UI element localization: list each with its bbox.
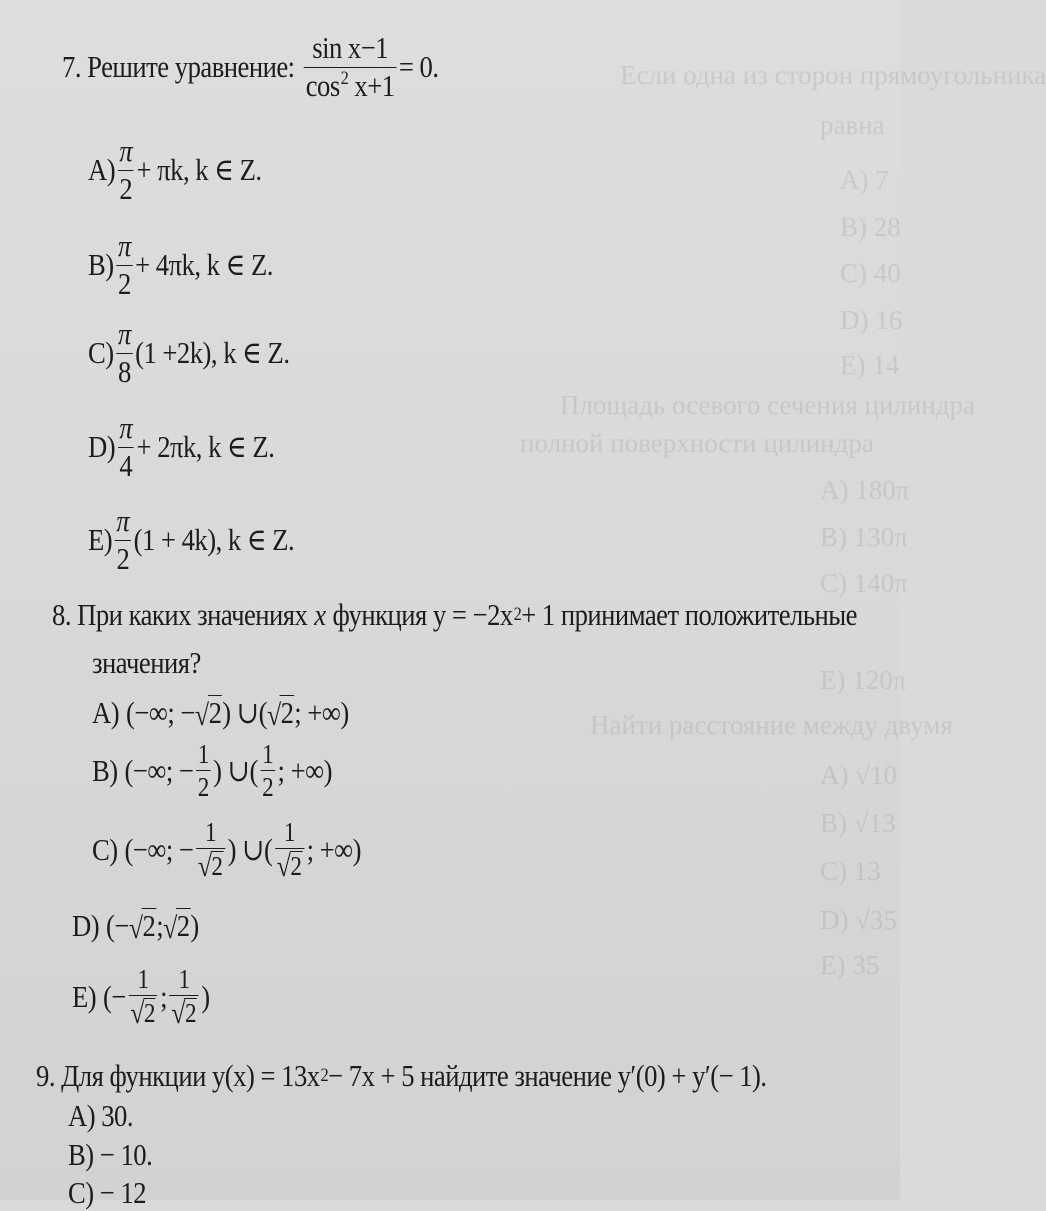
- question-9-label: 9. Для функции y(x) = 13x: [36, 1058, 320, 1093]
- option-text: ; +∞): [294, 695, 349, 730]
- option-text: ): [201, 979, 210, 1015]
- bleed-through-text: E) 35: [820, 950, 880, 980]
- q8-option-c: [92, 818, 361, 882]
- q9-option-a: [68, 1098, 133, 1134]
- bleed-through-text: B) 28: [840, 212, 901, 242]
- question-7-heading: [62, 32, 438, 102]
- bleed-through-text: Найти расстояние между двумя: [590, 710, 953, 740]
- frac-num: 1: [205, 817, 217, 847]
- radicand: 2: [184, 998, 197, 1029]
- frac-num: π: [119, 410, 133, 445]
- option-text: ;: [156, 908, 164, 943]
- option-text: ) ∪(: [227, 832, 273, 868]
- option-fraction: [128, 965, 157, 1029]
- frac-den: √ 2: [170, 995, 199, 1029]
- frac-num: π: [117, 228, 131, 263]
- bleed-through-text: A) 7: [840, 165, 889, 195]
- option-text: (1 +2k), k ∈ Z.: [135, 335, 290, 371]
- frac-den: √ 2: [275, 848, 304, 882]
- bleed-through-text: D) 16: [840, 305, 903, 335]
- option-fraction: [260, 740, 275, 802]
- option-text: (−∞; −: [125, 695, 195, 730]
- variable-x: x: [314, 597, 326, 632]
- frac-num: 1: [283, 817, 296, 847]
- bleed-through-text: E) 120π: [820, 665, 907, 695]
- bleed-through-text: C) 40: [840, 258, 901, 288]
- den-exponent: 2: [340, 68, 349, 90]
- option-text: B) − 10.: [68, 1137, 153, 1172]
- frac-num: 1: [197, 739, 209, 769]
- sqrt: √ 2: [266, 695, 294, 732]
- option-fraction: [196, 740, 211, 802]
- option-text: C) − 12: [68, 1175, 147, 1210]
- q7-option-a: [88, 135, 262, 205]
- radicand: 2: [176, 908, 190, 944]
- sqrt: √ 2: [128, 908, 156, 945]
- option-fraction: [116, 318, 132, 388]
- frac-den: 2: [119, 170, 133, 206]
- frac-num: π: [117, 316, 131, 351]
- q7-option-c: [88, 318, 289, 388]
- radicand: 2: [211, 851, 223, 882]
- question-7-equation-fraction: [304, 32, 396, 102]
- option-text: ) ∪(: [222, 695, 267, 730]
- question-9-text: − 7x + 5 найдите значение y′(0) + y′(− 1).: [328, 1058, 767, 1093]
- sqrt: √ 2: [194, 695, 222, 732]
- option-text: ): [190, 908, 199, 943]
- q7-option-b: [88, 230, 273, 300]
- option-fraction: [116, 230, 132, 300]
- option-fraction: [170, 965, 199, 1029]
- q7-option-e: [88, 505, 294, 575]
- bleed-through-text: Площадь осевого сечения цилиндра: [560, 390, 975, 420]
- option-text: ) ∪(: [213, 752, 258, 788]
- frac-den: 2: [197, 772, 209, 803]
- bleed-through-text: A) √10: [820, 760, 898, 790]
- option-letter: A): [92, 695, 120, 730]
- question-8-line-2: [92, 645, 201, 681]
- question-7-label: 7. Решите уравнение:: [62, 49, 295, 85]
- frac-den: √ 2: [128, 995, 157, 1029]
- den-cos: cos: [305, 67, 340, 103]
- bleed-through-text: C) 13: [820, 856, 881, 886]
- radicand: 2: [290, 851, 302, 882]
- frac-den: 2: [262, 772, 274, 803]
- q8-option-b: [92, 740, 332, 802]
- frac-den: √ 2: [196, 848, 225, 882]
- q7-option-d: [88, 412, 274, 482]
- frac-den: 8: [117, 353, 131, 389]
- option-text: + πk, k ∈ Z.: [136, 152, 262, 188]
- option-text: (−: [103, 979, 126, 1015]
- radicand: 2: [142, 908, 156, 944]
- frac-num: π: [116, 503, 130, 538]
- question-8-heading: 8. При каких значениях x функция y = −2x 2 + 1 принимает положительные: [52, 597, 857, 632]
- radicand: 2: [208, 695, 222, 731]
- radicand: 2: [280, 695, 294, 731]
- option-text: (−: [105, 908, 129, 943]
- bleed-through-text: равна: [820, 110, 885, 140]
- question-9-heading: 9. Для функции y(x) = 13x 2 − 7x + 5 найдите значение y′(0) + y′(− 1).: [36, 1058, 767, 1093]
- option-fraction: [275, 818, 304, 882]
- frac-den: 2: [117, 265, 131, 301]
- question-8-label: 8. При каких значениях: [52, 597, 308, 632]
- bleed-through-text: D) √35: [820, 905, 898, 935]
- option-letter: A): [88, 152, 116, 188]
- equation-denominator: [304, 67, 396, 103]
- bleed-through-text: Если одна из сторон прямоугольника: [620, 60, 1046, 90]
- sqrt: √ 2: [163, 908, 190, 945]
- function-text-rest: + 1 принимает положительные: [521, 597, 857, 632]
- den-rest: x+1: [348, 67, 395, 103]
- option-letter: C): [92, 832, 118, 868]
- question-8-continuation: значения?: [92, 645, 201, 680]
- option-fraction: [118, 135, 134, 205]
- option-fraction: [196, 818, 225, 882]
- option-text: ; +∞): [277, 752, 332, 788]
- option-letter: E): [72, 979, 97, 1015]
- option-letter: D): [88, 429, 116, 465]
- option-fraction: [115, 505, 131, 575]
- function-text: функция y = −2x: [332, 597, 513, 632]
- option-letter: E): [88, 522, 113, 558]
- q9-option-c: [68, 1175, 146, 1211]
- option-text: ; +∞): [306, 832, 362, 868]
- bleed-through-text: C) 140π: [820, 568, 908, 598]
- frac-num: 1: [178, 964, 190, 994]
- q9-option-b: [68, 1137, 152, 1173]
- frac-den: 4: [119, 447, 133, 483]
- q8-option-a: [92, 695, 349, 731]
- bleed-through-text: полной поверхности цилиндра: [520, 428, 874, 458]
- radicand: 2: [143, 998, 155, 1029]
- option-text: + 4πk, k ∈ Z.: [135, 247, 273, 283]
- equation-rhs: = 0.: [398, 49, 439, 85]
- option-text: ;: [160, 979, 168, 1015]
- option-text: (−∞; −: [124, 752, 194, 788]
- bleed-through-text: E) 14: [840, 350, 900, 380]
- frac-num: 1: [137, 964, 149, 994]
- option-text: A) 30.: [68, 1098, 134, 1133]
- option-letter: B): [92, 752, 118, 788]
- q8-option-d: [72, 908, 199, 944]
- bleed-through-text: A) 180π: [820, 475, 910, 505]
- equation-numerator: sin x−1: [312, 30, 389, 65]
- option-letter: B): [88, 247, 114, 283]
- frac-num: π: [119, 133, 133, 168]
- frac-den: 2: [116, 540, 130, 576]
- option-text: (1 + 4k), k ∈ Z.: [133, 522, 295, 558]
- bleed-through-text: B) √13: [820, 808, 896, 838]
- frac-num: 1: [262, 739, 274, 769]
- bleed-through-text: B) 130π: [820, 522, 908, 552]
- option-fraction: [118, 412, 134, 482]
- q8-option-e: [72, 965, 210, 1029]
- option-letter: D): [72, 908, 100, 943]
- option-letter: C): [88, 335, 114, 371]
- option-text: (−∞; −: [124, 832, 194, 868]
- option-text: + 2πk, k ∈ Z.: [136, 429, 275, 465]
